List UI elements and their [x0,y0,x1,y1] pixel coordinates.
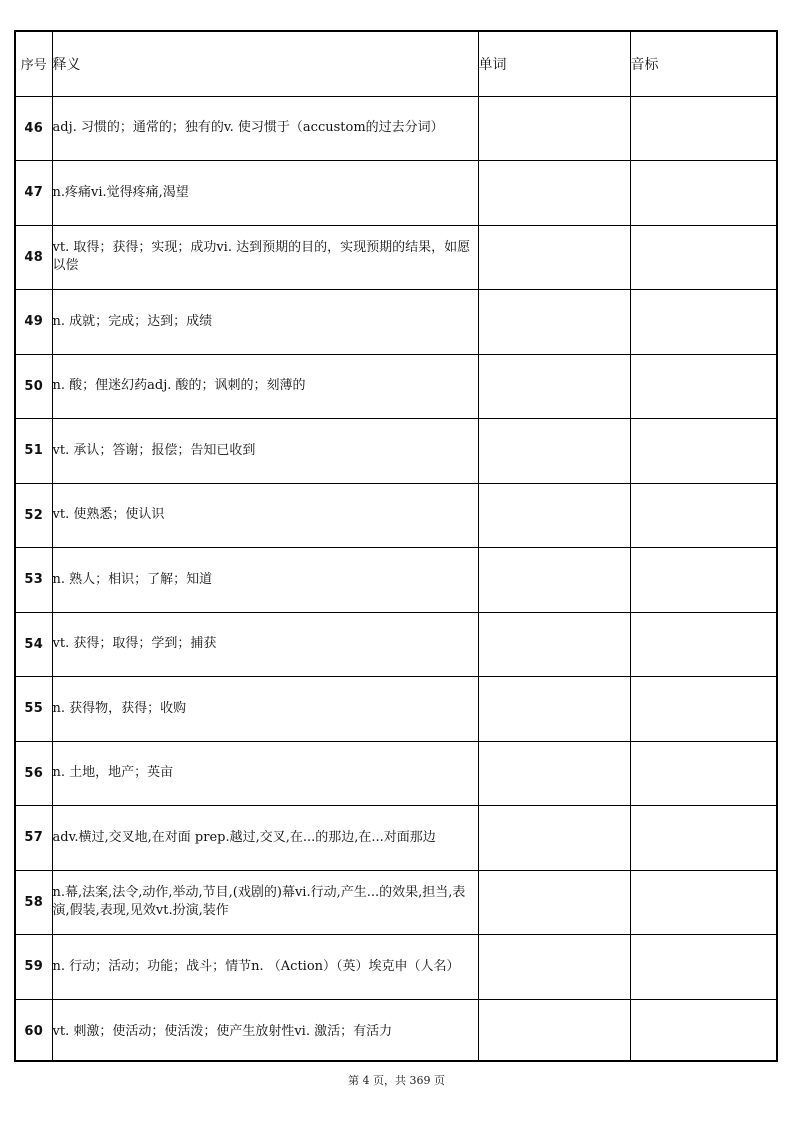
word-answer-cell[interactable] [478,870,630,935]
row-number: 60 [16,999,52,1062]
row-definition: n.幕,法案,法令,动作,举动,节目,(戏剧的)幕vi.行动,产生...的效果,担当,表演,假装,表现,见效vt.扮演,装作 [52,870,478,935]
table-row [16,548,778,613]
row-definition: n. 成就；完成；达到；成绩 [52,290,478,355]
table-row [16,96,778,161]
phonetic-answer-cell[interactable] [630,354,778,419]
word-answer-cell[interactable] [478,161,630,226]
table-row [16,419,778,484]
word-answer-cell[interactable] [478,806,630,871]
page-footer: 第 4 页，共 369 页 [348,1074,445,1087]
table-row [16,483,778,548]
word-answer-cell[interactable] [478,419,630,484]
table-row [16,741,778,806]
table-header-row [16,32,778,96]
word-answer-cell[interactable] [478,290,630,355]
phonetic-answer-cell[interactable] [630,999,778,1062]
row-number: 56 [16,741,52,806]
word-answer-cell[interactable] [478,612,630,677]
phonetic-answer-cell[interactable] [630,741,778,806]
table-row [16,225,778,290]
word-answer-cell[interactable] [478,999,630,1062]
row-definition: vt. 取得；获得；实现；成功vi. 达到预期的目的，实现预期的结果，如愿以偿 [52,225,478,290]
table-row [16,999,778,1062]
phonetic-answer-cell[interactable] [630,548,778,613]
word-answer-cell[interactable] [478,548,630,613]
row-number: 47 [16,161,52,226]
word-answer-cell[interactable] [478,935,630,1000]
vocab-table [16,32,778,1062]
phonetic-answer-cell[interactable] [630,806,778,871]
table-row [16,677,778,742]
row-number: 54 [16,612,52,677]
row-number: 51 [16,419,52,484]
phonetic-answer-cell[interactable] [630,96,778,161]
header-index: 序号 [16,32,52,96]
word-answer-cell[interactable] [478,354,630,419]
word-answer-cell[interactable] [478,677,630,742]
table-row [16,161,778,226]
row-definition: n. 酸；俚迷幻药adj. 酸的；讽刺的；刻薄的 [52,354,478,419]
table-row [16,354,778,419]
phonetic-answer-cell[interactable] [630,870,778,935]
row-number: 58 [16,870,52,935]
row-number: 57 [16,806,52,871]
table-row [16,612,778,677]
row-definition: n. 土地，地产；英亩 [52,741,478,806]
phonetic-answer-cell[interactable] [630,161,778,226]
vocab-sheet [14,30,778,1062]
row-definition: n.疼痛vi.觉得疼痛,渴望 [52,161,478,226]
header-definition: 释义 [52,32,478,96]
phonetic-answer-cell[interactable] [630,677,778,742]
header-phonetic: 音标 [630,32,778,96]
table-row [16,290,778,355]
phonetic-answer-cell[interactable] [630,483,778,548]
word-answer-cell[interactable] [478,225,630,290]
row-definition: n. 行动；活动；功能；战斗；情节n. （Action）（英）埃克申（人名） [52,935,478,1000]
table-row [16,806,778,871]
row-number: 50 [16,354,52,419]
table-row [16,935,778,1000]
header-word: 单词 [478,32,630,96]
phonetic-answer-cell[interactable] [630,290,778,355]
row-number: 49 [16,290,52,355]
row-number: 46 [16,96,52,161]
table-row [16,870,778,935]
row-number: 55 [16,677,52,742]
row-definition: adj. 习惯的；通常的；独有的v. 使习惯于（accustom的过去分词） [52,96,478,161]
row-definition: n. 熟人；相识；了解；知道 [52,548,478,613]
word-answer-cell[interactable] [478,96,630,161]
row-definition: vt. 承认；答谢；报偿；告知已收到 [52,419,478,484]
row-definition: vt. 使熟悉；使认识 [52,483,478,548]
phonetic-answer-cell[interactable] [630,419,778,484]
phonetic-answer-cell[interactable] [630,612,778,677]
row-number: 53 [16,548,52,613]
row-definition: adv.横过,交叉地,在对面 prep.越过,交叉,在...的那边,在...对面那边 [52,806,478,871]
row-number: 59 [16,935,52,1000]
row-definition: n. 获得物，获得；收购 [52,677,478,742]
row-definition: vt. 获得；取得；学到；捕获 [52,612,478,677]
word-answer-cell[interactable] [478,741,630,806]
phonetic-answer-cell[interactable] [630,935,778,1000]
row-definition: vt. 刺激；使活动；使活泼；使产生放射性vi. 激活；有活力 [52,999,478,1062]
phonetic-answer-cell[interactable] [630,225,778,290]
word-answer-cell[interactable] [478,483,630,548]
row-number: 48 [16,225,52,290]
row-number: 52 [16,483,52,548]
